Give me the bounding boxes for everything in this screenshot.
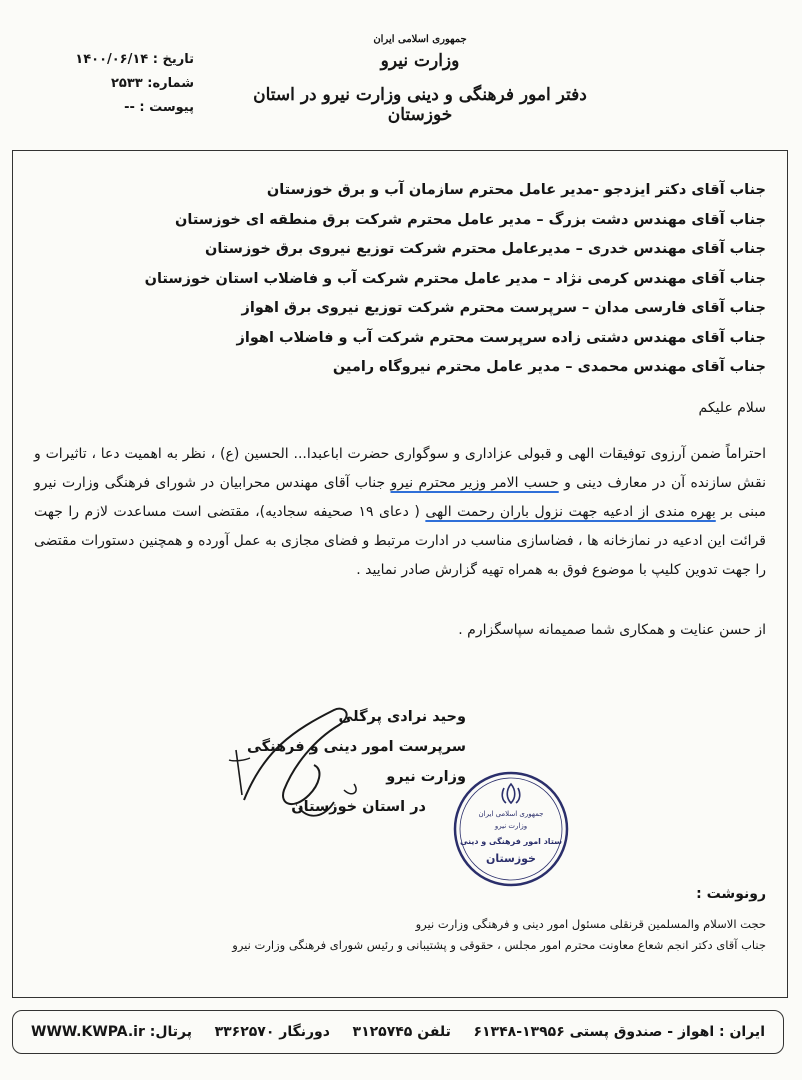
stamp-unit: ستاد امور فرهنگی و دینی	[460, 837, 562, 846]
letterhead-ministry: وزارت نیرو	[380, 51, 460, 71]
closing-line: از حسن عنایت و همکاری شما صمیمانه سپاسگزارم .	[458, 622, 766, 638]
letter-meta	[34, 48, 194, 120]
stamp-province: خوزستان	[486, 852, 536, 865]
footer-portal-label: پرتال:	[149, 1024, 192, 1040]
stamp-republic: جمهوری اسلامی ایران	[478, 810, 544, 818]
addressee: جناب آقای مهندس خدری – مدیرعامل محترم شرکت توزیع نیروی برق خوزستان	[204, 241, 766, 257]
cc-item: جناب آقای دکتر انجم شعاع معاونت محترم امور مجلس ، حقوقی و پشتیبانی و رئیس شورای فرهنگی وزارت نیرو	[232, 938, 766, 952]
addressee: جناب آقای مهندس محمدی – مدیر عامل محترم نیروگاه رامین	[332, 359, 766, 375]
cc-list	[36, 914, 766, 956]
body-text-1: احتراماً ضمن آرزوی توفیقات الهی و قبولی عزاداری و سوگواری حضرت اباعبدا... الحسین (ع) ، نظر به اهمیت دعا ، تاثیرات و نقش سازنده آن در معارف دینی و	[34, 446, 766, 491]
signer-title: سرپرست امور دینی و فرهنگی وزارت نیرو	[246, 739, 466, 785]
addressee: جناب آقای مهندس کرمی نژاد – مدیر عامل محترم شرکت آب و فاضلاب استان خوزستان	[144, 270, 766, 287]
body-text-3: ( دعای ۱۹ صحیفه سجادیه)، مقتضی است مساعدت لازم را جهت قرائت این ادعیه در نمازخانه ها ، فضاسازی مناسب در ادارت مرتبط و فضای مجازی به عمل آورده و همچنین دستورات مقتضی را جهت تدوین کلیپ با موضوع فوق به همراه تهیه گزارش صادر نمایید .	[34, 504, 766, 578]
addressee-list	[46, 176, 766, 383]
footer-website-link[interactable]: WWW.KWPA.ir	[31, 1024, 145, 1040]
cc-title: رونوشت :	[696, 886, 766, 902]
addressee: جناب آقای مهندس دشتی زاده سرپرست محترم شرکت آب و فاضلاب اهواز	[236, 329, 766, 346]
body-highlight-2: بهره مندی از ادعیه جهت نزول باران رحمت الهی	[425, 504, 716, 520]
letterhead-republic: جمهوری اسلامی ایران	[373, 34, 467, 45]
official-stamp	[452, 770, 570, 888]
footer-phone: تلفن ۳۱۲۵۷۴۵	[352, 1024, 451, 1040]
footer-bar	[12, 1010, 784, 1054]
stamp-ministry: وزارت نیرو	[494, 822, 528, 830]
body-text-2: جناب آقای مهندس محرابیان در شورای فرهنگی وزارت نیرو مبنی بر	[34, 475, 767, 520]
letter-number: شماره: ۲۵۳۳	[110, 76, 194, 91]
signer-place: در استان خوزستان	[291, 799, 426, 815]
footer-fax: دورنگار ۳۳۶۲۵۷۰	[214, 1024, 330, 1040]
handwritten-signature	[224, 690, 374, 830]
cc-item: حجت الاسلام والمسلمین قرنقلی مسئول امور دینی و فرهنگی وزارت نیرو	[415, 917, 766, 931]
letterhead-department: دفتر امور فرهنگی و دینی وزارت نیرو در استان خوزستان	[253, 85, 587, 125]
footer-address: ایران : اهواز - صندوق پستی ۱۳۹۵۶-۶۱۳۴۸	[473, 1024, 765, 1040]
addressee: جناب آقای دکتر ایزدجو -مدیر عامل محترم سازمان آب و برق خوزستان	[266, 182, 766, 198]
signer-name: وحید نرادی پرگلی	[338, 709, 466, 725]
letter-date: تاریخ : ۱۴۰۰/۰۶/۱۴	[75, 52, 194, 67]
letterhead	[250, 34, 590, 125]
addressee: جناب آقای فارسی مدان – سرپرست محترم شرکت توزیع نیروی برق اهواز	[241, 300, 766, 316]
footer-portal	[31, 1024, 192, 1040]
greeting: سلام علیکم	[698, 400, 766, 416]
addressee: جناب آقای مهندس دشت بزرگ – مدیر عامل محترم شرکت برق منطقه ای خوزستان	[175, 211, 766, 228]
body-highlight-1: حسب الامر وزیر محترم نیرو	[390, 475, 559, 491]
letter-body	[34, 440, 766, 585]
letter-attachment: پیوست : --	[124, 100, 194, 115]
